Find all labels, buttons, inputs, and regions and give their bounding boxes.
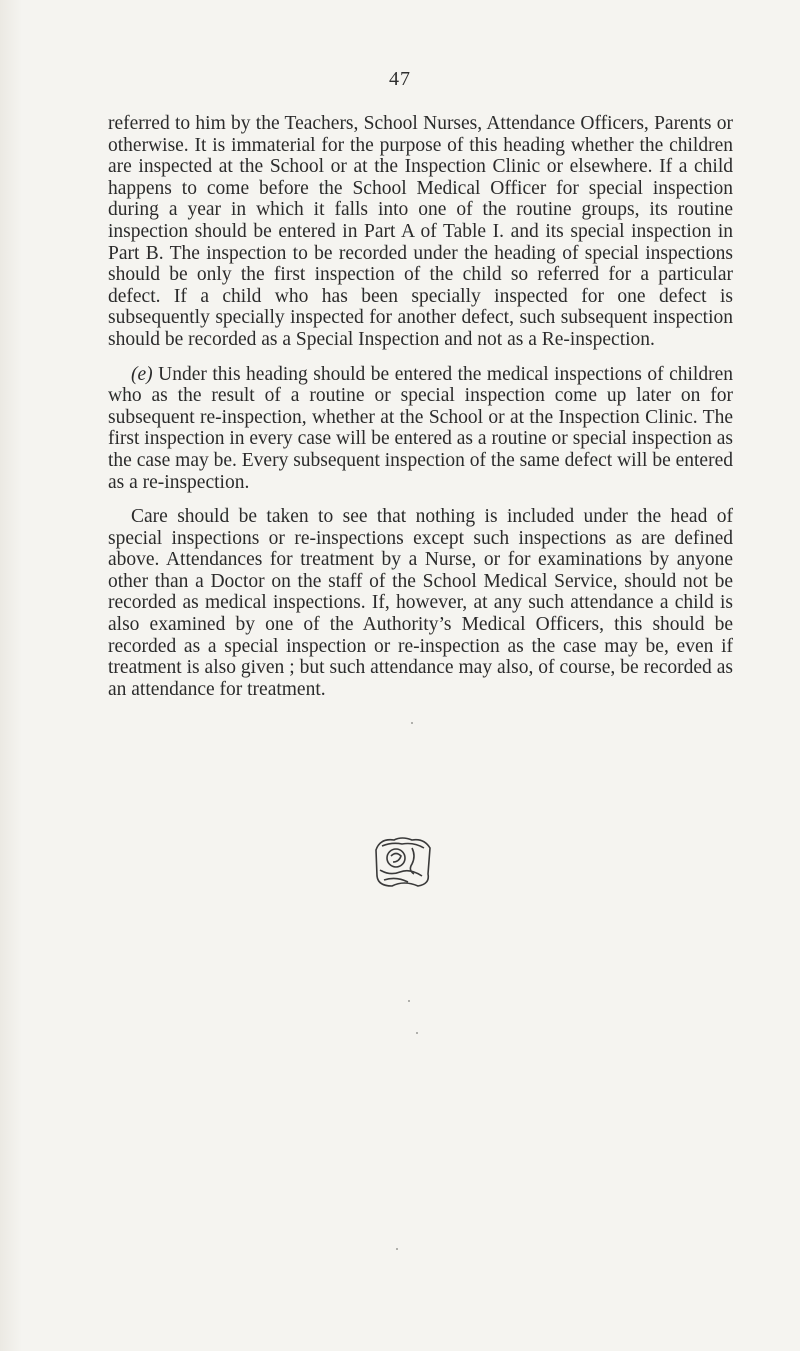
scan-edge-shadow — [0, 0, 22, 1351]
library-stamp-icon — [372, 836, 434, 888]
paragraph-text: Under this heading should be entered the medical inspections of children who as the result of a routine or special inspection come up later on for subsequent re-inspection, whether at the School or at the Inspection Clinic. The first inspection in every case will be entered as a routine or special inspection as the case may be. Every subsequent inspection of the same defect will be entered as a re-inspection. — [108, 363, 733, 493]
paper-speck — [396, 1248, 398, 1250]
body-text — [108, 113, 733, 713]
paper-speck — [411, 722, 413, 724]
paper-speck — [416, 1032, 418, 1034]
page-number: 47 — [389, 68, 411, 90]
paragraph-label: (e) — [131, 363, 153, 385]
paragraph-continuation — [108, 113, 733, 351]
paragraph-care — [108, 506, 733, 700]
paragraph-e — [108, 364, 733, 494]
paragraph-text: Care should be taken to see that nothing is included under the head of special inspections or re-inspections except such inspections as are defined above. Attendances for treatment by a Nurse, or for examinations by anyone other than a Doctor on the staff of the School Medical Service, should not be recorded as medical inspections. If, however, at any such attendance a child is also examined by one of the Authority’s Medical Officers, this should be recorded as a special inspection or re-inspection as the case may be, even if treatment is also given ; but such attendance may also, of course, be recorded as an attendance for treatment. — [108, 506, 733, 700]
paragraph-text: referred to him by the Teachers, School Nurses, Attendance Officers, Parents or otherwise. It is immaterial for the purpose of this heading whether the children are inspected at the School or at the Inspection Clinic or elsewhere. If a child happens to come before the School Medical Officer for special inspection during a year in which it falls into one of the routine groups, its routine inspection should be entered in Part A of Table I. and its special inspection in Part B. The inspection to be recorded under the heading of special inspections should be only the first inspection of the child so referred for a particular defect. If a child who has been specially inspected for one defect is subsequently specially inspected for another defect, such subsequent inspection should be recorded as a Special Inspection and not as a Re-inspection. — [108, 113, 733, 350]
paper-speck — [408, 1000, 410, 1002]
